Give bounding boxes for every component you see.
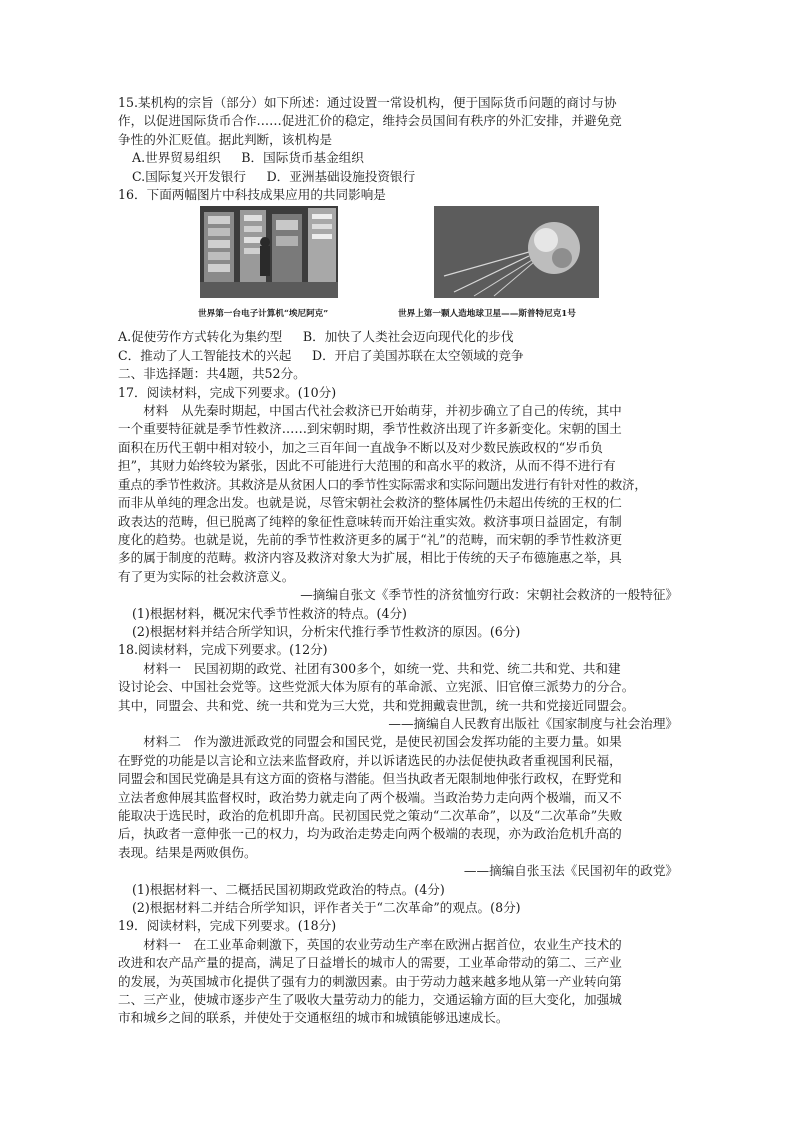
q15-option-d: D．亚洲基础设施投资银行 (266, 168, 416, 184)
q18-material2-line: 后，执政者一意伸张一己的权力，均为政治走势走向两个极端的表现，亦为政治危机升高的 (118, 826, 622, 842)
q16-stem: 16．下面两幅图片中科技成果应用的共同影响是 (118, 187, 386, 203)
q19-material1-line: 的发展，为英国城市化提供了强有力的刺激因素。由于劳动力越来越多地从第一产业转向第 (118, 973, 622, 989)
q17-heading: 17．阅读材料，完成下列要求。(10分) (118, 384, 337, 400)
q17-material-line: 有了更为实际的社会救济意义。 (118, 568, 295, 584)
eniac-caption: 世界第一台电子计算机“埃尼阿克” (198, 309, 329, 320)
q17-material-line: 度化的趋势。也就是说，先前的季节性救济更多的属于“礼”的范畴，而宋朝的季节性救济更 (118, 531, 623, 547)
q17-requirement-2: (2)根据材料并结合所学知识，分析宋代推行季节性救济的原因。(6分) (132, 623, 521, 639)
q19-material1-line: 二、三产业，使城市逐步产生了吸收大量劳动力的能力，交通运输方面的巨大变化，加强城 (118, 992, 622, 1008)
q18-material2-line: 立法者愈伸展其监督权时，政治势力就走向了两个极端。当政治势力走向两个极端，而又不 (118, 789, 622, 805)
q18-material1-line: 设讨论会、中国社会党等。这些党派大体为原有的革命派、立宪派、旧官僚三派势力的分合。 (118, 679, 635, 695)
q15-options-cd (118, 168, 678, 186)
q17-material (118, 402, 678, 586)
q18-material2-line: 同盟会和国民党确是具有这方面的资格与潜能。但当执政者无限制地伸张行政权，在野党和 (118, 771, 622, 787)
q18-material2-line: 在野党的功能是以言论和立法来监督政府，并以诉诸选民的办法促使执政者重视国利民福， (118, 752, 622, 768)
q16-option-d: D．开启了美国苏联在太空领域的竞争 (311, 347, 524, 363)
q18-material2-line: 能取决于选民时，政治的危机即升高。民初国民党之策动“二次革命”，以及“二次革命”失败 (118, 808, 623, 823)
q18-material2-line: 材料二 作为激进派政党的同盟会和国民党，是使民初国会发挥功能的主要力量。如果 (143, 734, 622, 750)
section-2-heading: 二、非选择题：共4题，共52分。 (118, 366, 306, 382)
sputnik-photo (434, 206, 599, 298)
q16-option-c: C．推动了人工智能技术的兴起 (118, 347, 292, 363)
q17-source: —摘编自张文《季节性的济贫恤穷行政：宋朝社会救济的一般特征》 (300, 587, 678, 603)
q16-options-ab (118, 328, 678, 346)
q18-material1-line: 其中，同盟会、共和党、统一共和党为三大党，共和党拥戴袁世凯，统一共和党接近同盟会。 (118, 697, 635, 713)
q18-source-1: ——摘编自人民教育出版社《国家制度与社会治理》 (388, 715, 678, 731)
q16-options-cd (118, 347, 678, 365)
q15-stem-line3: 争性的外汇贬值。据此判断，该机构是 (118, 131, 333, 147)
q17-material-line: 多的属于制度的范畴。救济内容及救济对象大为扩展，相比于传统的天子布德施惠之举，具 (118, 550, 622, 566)
q17-material-line: 一个重要特征就是季节性救济……到宋朝时期，季节性救济出现了许多新变化。宋朝的国土 (118, 421, 622, 437)
q17-material-line: 担”，其财力始终较为紧张，因此不可能进行大范围的和高水平的救济，从而不得不进行有 (118, 458, 616, 474)
q15-option-c: C.国际复兴开发银行 (132, 168, 246, 184)
q18-requirement-2: (2)根据材料二并结合所学知识，评作者关于“二次革命”的观点。(8分) (132, 900, 521, 916)
q18-requirement-1: (1)根据材料一、二概括民国初期政党政治的特点。(4分) (132, 881, 445, 897)
q19-heading: 19．阅读材料，完成下列要求。(18分) (118, 918, 337, 934)
q18-material2-line: 表现。结果是两败俱伤。 (118, 844, 257, 860)
q19-material1-line: 改进和农产品产量的提高，满足了日益增长的城市人的需要，工业革命带动的第二、三产业 (118, 955, 622, 971)
q19-material1-line: 市和城乡之间的联系，并使处于交通枢纽的城市和城镇能够迅速成长。 (118, 1010, 509, 1026)
q18-heading: 18.阅读材料，完成下列要求。(12分) (118, 642, 328, 658)
exam-page (118, 94, 678, 1028)
q17-material-line: 重点的季节性救济。其救济是从贫困人口的季节性实际需求和实际问题出发进行有针对性的救济， (118, 476, 647, 492)
q17-material-line: 材料 从先秦时期起，中国古代社会救济已开始萌芽，并初步确立了自己的传统，其中 (143, 403, 622, 419)
q15-options-ab (118, 149, 678, 167)
q18-source-2: ——摘编自张玉法《民国初年的政党》 (463, 863, 678, 879)
q15-option-b: B．国际货币基金组织 (241, 150, 364, 166)
sputnik-caption: 世界上第一颗人造地球卫星——斯普特尼克1号 (398, 309, 576, 320)
q18-material1-line: 材料一 民国初期的政党、社团有300多个，如统一党、共和党、统二共和党、共和建 (143, 660, 621, 676)
q17-requirement-1: (1)根据材料，概况宋代季节性救济的特点。(4分) (132, 605, 407, 621)
eniac-photo (200, 206, 338, 298)
q15-stem-line1: 15.某机构的宗旨（部分）如下所述：通过设置一常设机构，便于国际货币问题的商讨与协 (118, 95, 617, 110)
q17-material-line: 面积在历代王朝中相对较小，加之三百年间一直战争不断以及对少数民族政权的“岁币负 (118, 439, 604, 455)
q16-figures (118, 206, 678, 328)
q17-material-line: 而非从单纯的理念出发。也就是说，尽管宋朝社会救济的整体属性仍未超出传统的王权的仁 (118, 495, 622, 511)
q16-option-a: A.促使劳作方式转化为集约型 (118, 329, 283, 345)
q17-material-line: 政表达的范畴，但已脱离了纯粹的象征性意味转而开始注重实效。救济事项日益固定，有制 (118, 513, 622, 529)
q16-option-b: B．加快了人类社会迈向现代化的步伐 (302, 329, 514, 345)
q15-stem-line2: 作，以促进国际货币合作……促进汇价的稳定，维持会员国间有秩序的外汇安排，并避免竞 (118, 113, 622, 129)
q19-material1-line: 材料一 在工业革命刺激下，英国的农业劳动生产率在欧洲占据首位，农业生产技术的 (143, 936, 622, 952)
q15-option-a: A.世界贸易组织 (132, 150, 221, 166)
